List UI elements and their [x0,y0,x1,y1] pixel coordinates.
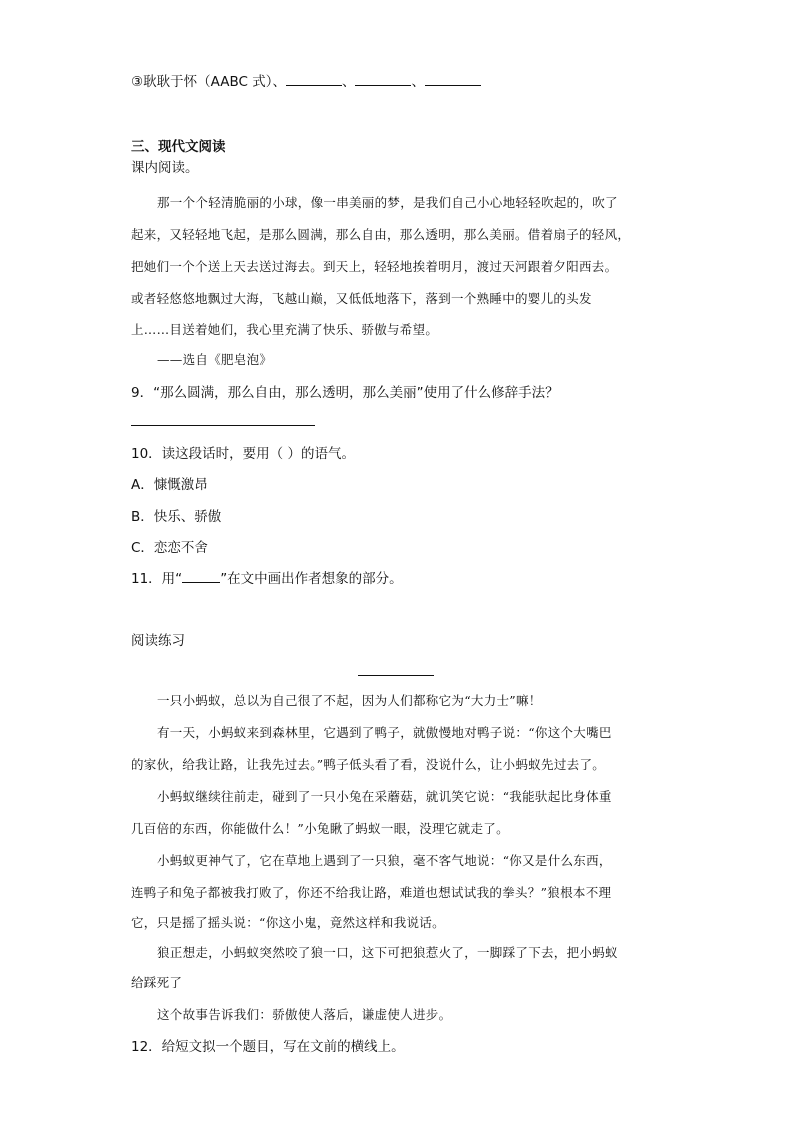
story-moral: 这个故事告诉我们：骄傲使人落后，谦虚使人进步。 [157,1007,452,1022]
story-line: 给踩死了 [131,975,183,990]
section-subheading: 课内阅读。 [131,160,199,176]
story-line: 连鸭子和兔子都被我打败了，你还不给我让路，难道也想试试我的拳头？”狼根本不理 [131,885,612,900]
story-line: 小蚂蚁继续往前走，碰到了一只小兔在采蘑菇，就讥笑它说：“我能驮起比身体重 [157,789,612,804]
passage-line: 起来，又轻轻地飞起，是那么圆满，那么自由，那么透明，那么美丽。借着扇子的轻风， [131,227,631,242]
question-11 [131,567,403,587]
q8-item3 [131,70,481,90]
option-b[interactable]: B．快乐、骄傲 [131,509,222,525]
question-10: 10．读这段话时，要用（ ）的语气。 [131,446,355,462]
story-line: 的家伙，给我让路，让我先过去。”鸭子低头看了看，没说什么，让小蚂蚁先过去了。 [131,757,606,772]
story-line: 它，只是摇了摇头说：“你这小鬼，竟然这样和我说话。 [131,915,445,930]
answer-blank-1[interactable] [286,73,342,86]
section-heading: 三、现代文阅读 [131,139,226,155]
answer-blank-2[interactable] [355,73,411,86]
question-9: 9．“那么圆满，那么自由，那么透明，那么美丽”使用了什么修辞手法？ [131,385,559,401]
passage-source: ——选自《肥皂泡》 [157,352,273,367]
separator: 、 [411,74,425,90]
q11-prefix: 11．用“ [131,571,183,587]
passage-line: 那一个个轻清脆丽的小球，像一串美丽的梦，是我们自己小心地轻轻吹起的，吹了 [157,195,618,210]
passage-line: 把她们一个个送上天去送过海去。到天上，轻轻地挨着明月，渡过天河跟着夕阳西去。 [131,259,618,274]
option-c[interactable]: C．恋恋不舍 [131,540,208,556]
separator: 、 [341,74,356,90]
q8-item3-label: ③耿耿于怀（AABC 式）、 [131,74,286,90]
story-line: 狼正想走，小蚂蚁突然咬了狼一口，这下可把狼惹火了，一脚踩了下去，把小蚂蚁 [157,945,618,960]
reading-heading: 阅读练习 [131,633,185,649]
story-line: 一只小蚂蚁，总以为自己很了不起，因为人们都称它为“大力士”嘛！ [157,693,542,708]
passage-line: 上……目送着她们，我心里充满了快乐、骄傲与希望。 [131,322,439,337]
question-12: 12．给短文拟一个题目，写在文前的横线上。 [131,1039,405,1055]
option-a[interactable]: A．慷慨激昂 [131,477,208,493]
answer-line[interactable] [131,425,315,426]
underline-sample [182,570,220,583]
story-line: 小蚂蚁更神气了，它在草地上遇到了一只狼，毫不客气地说：“你又是什么东西， [157,853,612,868]
passage-line: 或者轻悠悠地飘过大海，飞越山巅，又低低地落下，落到一个熟睡中的婴儿的头发 [131,291,592,306]
story-line: 几百倍的东西，你能做什么！”小兔瞅了蚂蚁一眼，没理它就走了。 [131,821,509,836]
story-line: 有一天，小蚂蚁来到森林里，它遇到了鸭子，就傲慢地对鸭子说：“你这个大嘴巴 [157,725,612,740]
q11-suffix: ”在文中画出作者想象的部分。 [220,571,403,587]
title-blank-line[interactable] [358,675,434,676]
answer-blank-3[interactable] [425,73,481,86]
